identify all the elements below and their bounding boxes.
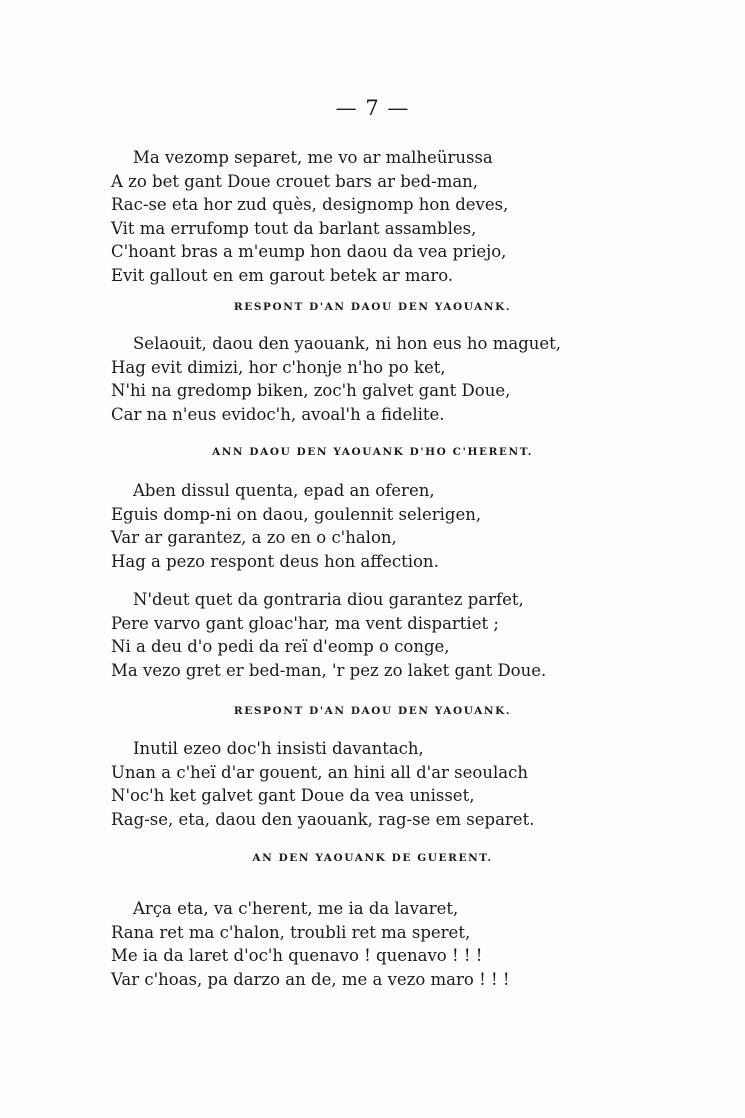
stanza bbox=[0, 737, 745, 831]
verse-line: N'hi na gredomp biken, zoc'h galvet gant Doue, bbox=[111, 381, 511, 400]
verse-line: Me ia da laret d'oc'h quenavo ! quenavo ! ! ! bbox=[111, 946, 483, 965]
verse-line: Var c'hoas, pa darzo an de, me a vezo maro ! ! ! bbox=[111, 969, 510, 989]
stanza bbox=[0, 479, 745, 573]
verse-line: A zo bet gant Doue crouet bars ar bed-man, bbox=[111, 171, 479, 191]
verse-line: C'hoant bras a m'eump hon daou da vea priejo, bbox=[111, 242, 507, 261]
verse-line: Hag evit dimizi, hor c'honje n'ho po ket, bbox=[111, 357, 446, 377]
verse-line: Vit ma errufomp tout da barlant assambles, bbox=[111, 218, 477, 238]
stanza bbox=[0, 332, 745, 426]
verse-line: Hag a pezo respont deus hon affection. bbox=[111, 551, 439, 571]
verse-line: Aben dissul quenta, epad an oferen, bbox=[133, 481, 435, 500]
section-heading: RESPONT D'AN DAOU DEN YAOUANK. bbox=[233, 705, 512, 717]
stanza bbox=[0, 146, 745, 287]
verse-line: Rag-se, eta, daou den yaouank, rag-se em separet. bbox=[111, 809, 535, 829]
verse-line: Ni a deu d'o pedi da reï d'eomp o conge, bbox=[111, 637, 450, 656]
verse-line: Evit gallout en em garout betek ar maro. bbox=[111, 265, 454, 285]
verse-line: Rac-se eta hor zud quès, designomp hon deves, bbox=[111, 195, 509, 214]
verse-line: Arça eta, va c'herent, me ia da lavaret, bbox=[133, 899, 459, 918]
verse-line: Ma vezomp separet, me vo ar malheürussa bbox=[133, 148, 493, 167]
verse-line: N'deut quet da gontraria diou garantez parfet, bbox=[133, 590, 524, 609]
verse-line: Selaouit, daou den yaouank, ni hon eus ho maguet, bbox=[133, 334, 562, 353]
verse-line: Ma vezo gret er bed-man, 'r pez zo laket gant Doue. bbox=[111, 660, 547, 680]
verse-line: Inutil ezeo doc'h insisti davantach, bbox=[133, 739, 424, 758]
section-heading: RESPONT D'AN DAOU DEN YAOUANK. bbox=[233, 301, 512, 313]
verse-line: Unan a c'heï d'ar gouent, an hini all d'ar seoulach bbox=[111, 762, 528, 782]
verse-line: Var ar garantez, a zo en o c'halon, bbox=[111, 528, 397, 547]
stanza bbox=[0, 897, 745, 991]
section-heading: ANN DAOU DEN YAOUANK D'HO C'HERENT. bbox=[211, 446, 534, 458]
page-number: — 7 — bbox=[335, 96, 410, 120]
verse-line: Eguis domp-ni on daou, goulennit selerigen, bbox=[111, 504, 482, 524]
verse-line: N'oc'h ket galvet gant Doue da vea unisset, bbox=[111, 786, 475, 805]
verse-line: Rana ret ma c'halon, troubli ret ma speret, bbox=[111, 922, 471, 942]
verse-line: Car na n'eus evidoc'h, avoal'h a fidelite. bbox=[111, 404, 445, 424]
stanza bbox=[0, 588, 745, 682]
section-heading: AN DEN YAOUANK DE GUERENT. bbox=[252, 852, 493, 864]
verse-line: Pere varvo gant gloac'har, ma vent dispartiet ; bbox=[111, 613, 499, 633]
